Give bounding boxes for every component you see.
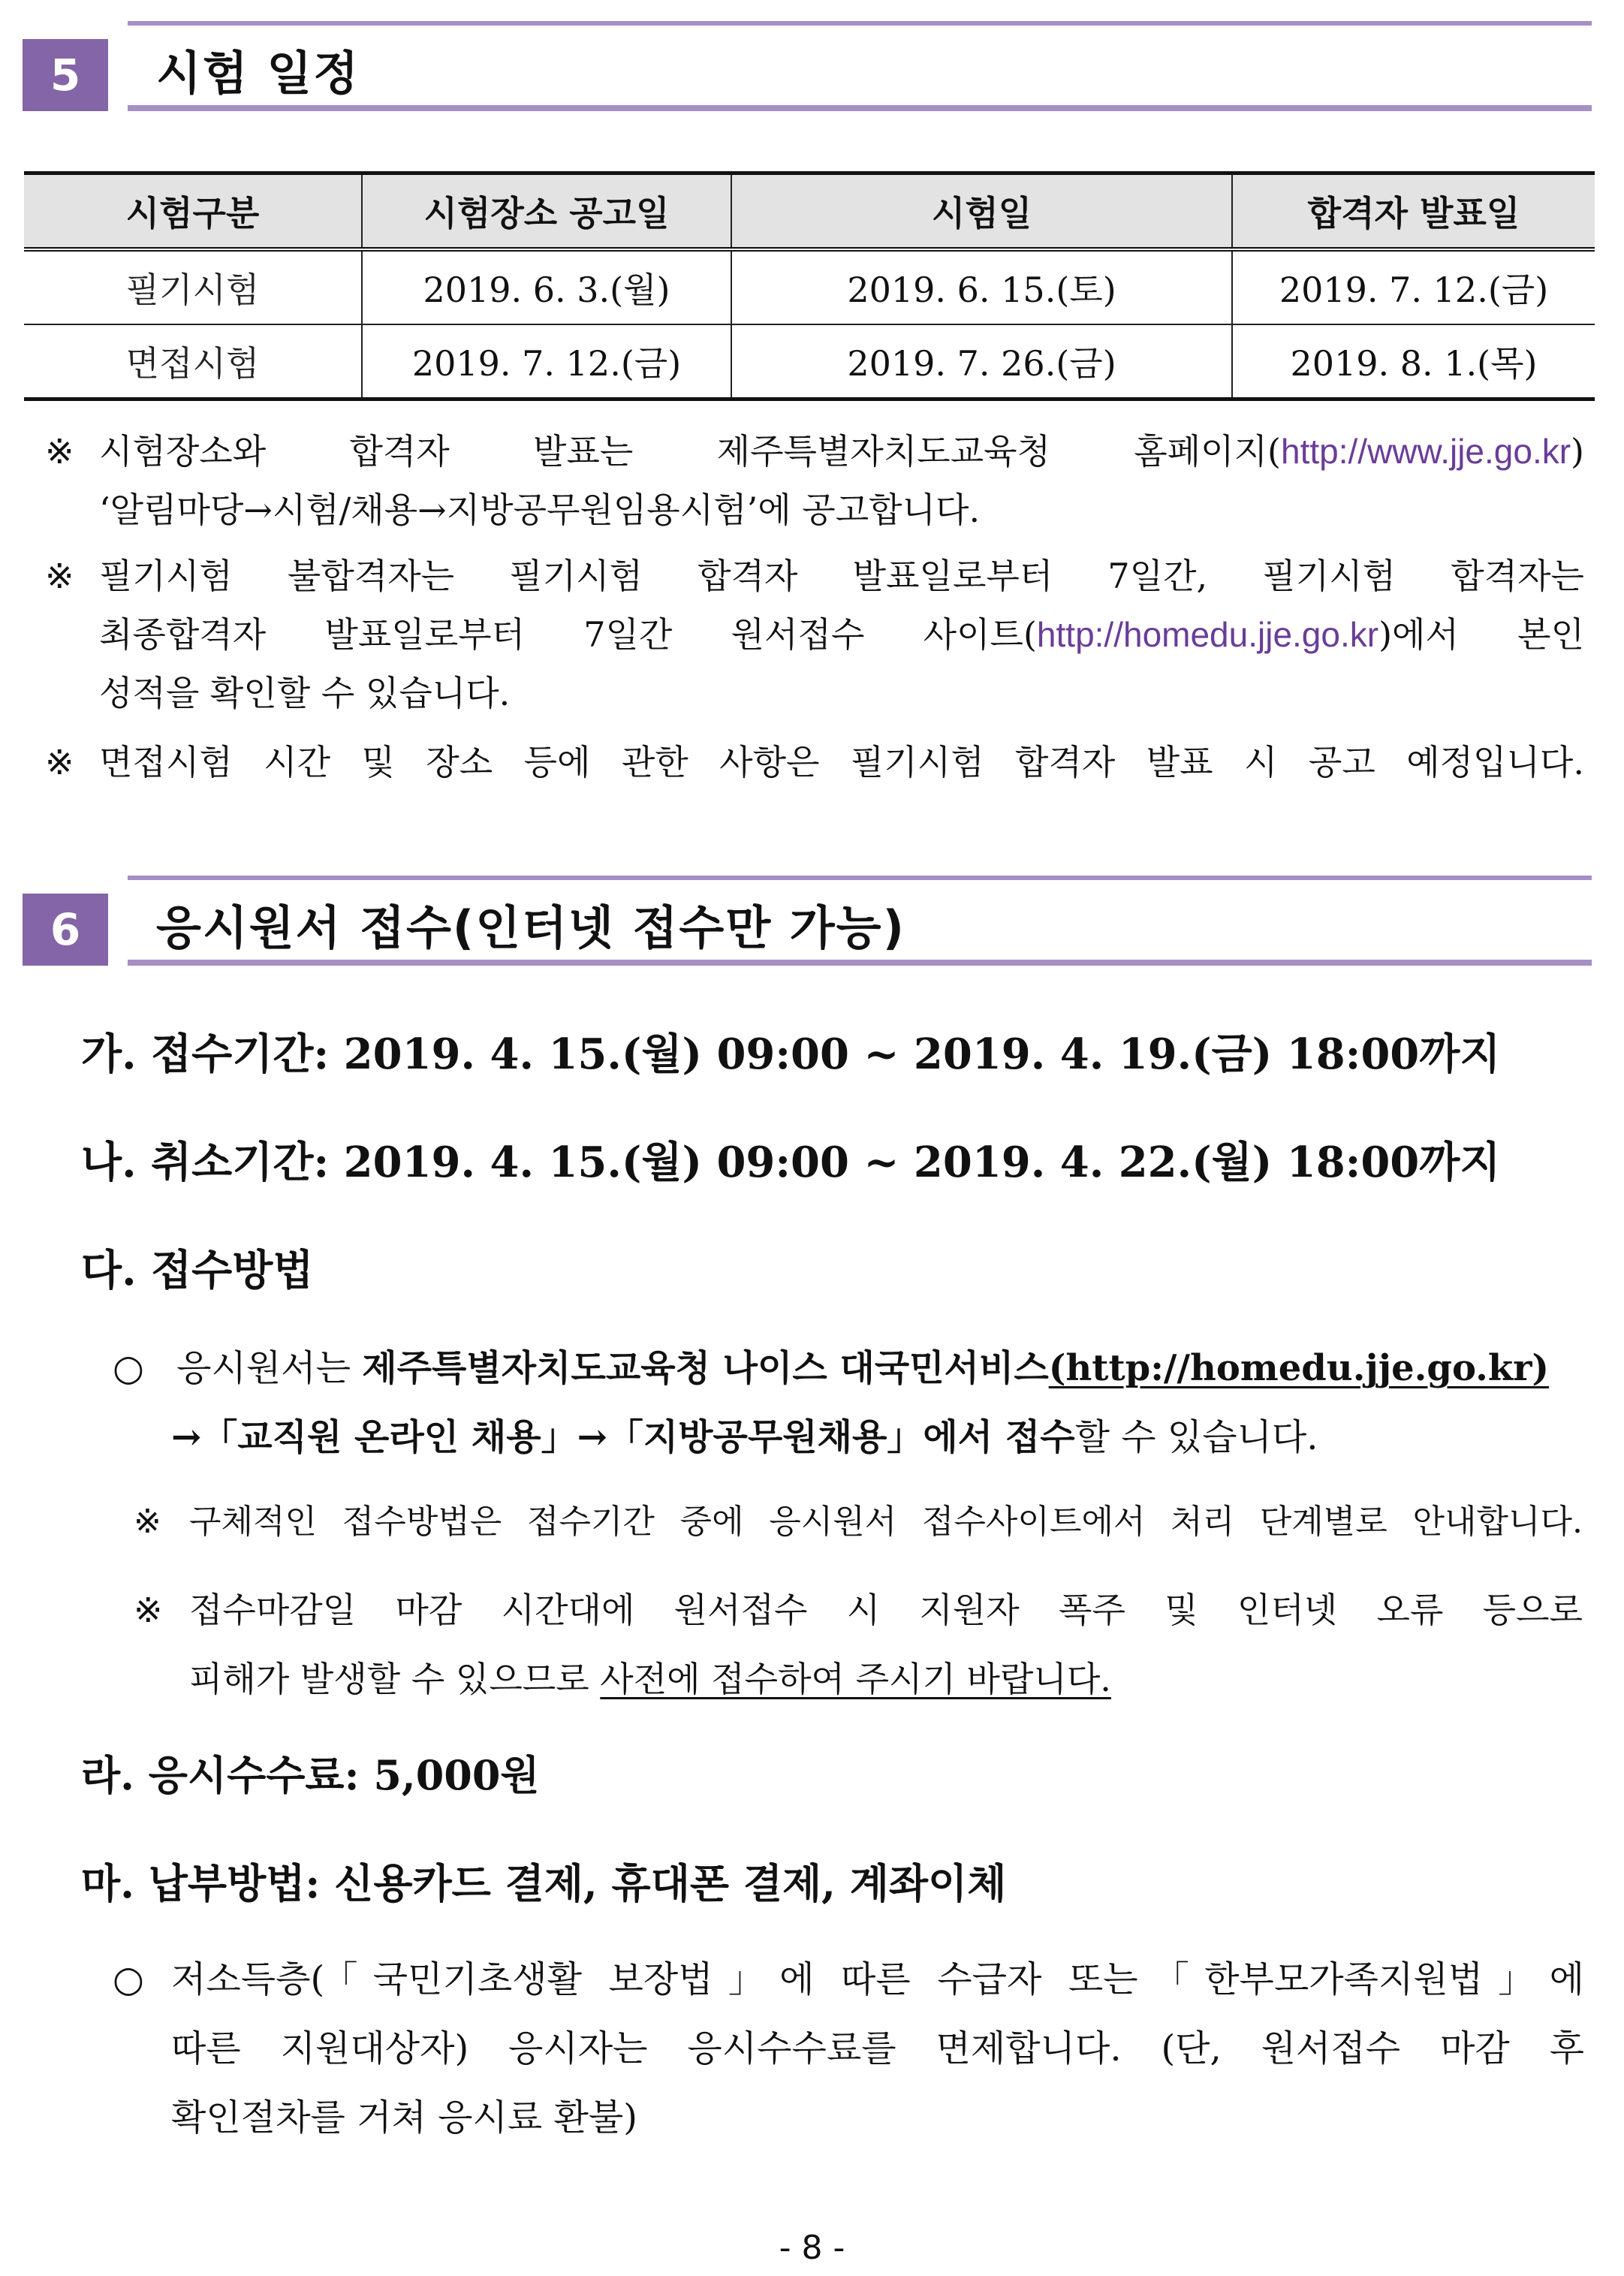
exemption-paragraph: [113, 1945, 1584, 2152]
item-da-method: [81, 1237, 313, 1298]
para-text: 응시원서는: [176, 1347, 363, 1389]
section-6-header: [23, 876, 1592, 966]
para-line: 확인절차를 거쳐 응시료 환불): [171, 2097, 637, 2139]
item-na-cancel-period: [81, 1129, 1500, 1189]
note-line: 필기시험 불합격자는 필기시험 합격자 발표일로부터 7일간, 필기시험 합격자는: [99, 556, 1584, 596]
reference-mark: ※: [45, 556, 74, 596]
note-2: [45, 547, 1584, 722]
note-line: [99, 422, 1584, 481]
table-cell: 2019. 7. 26.(금): [731, 324, 1232, 399]
note-text: 최종합격자 발표일로부터 7일간 원서접수 사이트(: [99, 614, 1037, 655]
para-line: 따른 지원대상자) 응시자는 응시수수료를 면제합니다. (단, 원서접수 마감 후: [171, 2027, 1584, 2070]
note-line: [99, 605, 1584, 664]
column-header: 합격자 발표일: [1232, 173, 1595, 250]
item-ma-payment: [81, 1852, 1006, 1910]
para-text-bold: 제주특별자치도교육청 나이스 대국민서비스: [362, 1347, 1049, 1389]
section-5-header: [23, 21, 1592, 111]
table-header-row: [24, 173, 1595, 250]
note-1: [45, 422, 1584, 539]
para-text: 할 수 있습니다.: [1074, 1416, 1318, 1458]
section-title: 시험 일정: [156, 46, 360, 101]
column-header: 시험장소 공고일: [362, 173, 731, 250]
note-text: 시험장소와 합격자 발표는 제주특별자치도교육청 홈페이지(: [99, 431, 1281, 472]
method-note-1: [134, 1493, 1583, 1551]
note-text: )에서 본인: [1378, 614, 1585, 655]
item-text: 가. 접수기간: 2019. 4. 15.(월) 09:00 ~ 2019. 4. 19.(금) 18:00까지: [81, 1029, 1501, 1079]
method-note-2: [134, 1575, 1583, 1714]
table-cell: 2019. 6. 3.(월): [362, 249, 731, 324]
header-rule-bottom: [128, 960, 1592, 966]
table-cell: 필기시험: [24, 249, 362, 324]
reference-mark: ※: [45, 431, 74, 472]
note-line: ‘알림마당→시험/채용→지방공무원임용시험’에 공고합니다.: [99, 490, 981, 530]
reference-mark: ※: [134, 1590, 163, 1630]
column-header: 시험일: [731, 173, 1232, 250]
method-paragraph: [113, 1334, 1584, 1472]
homepage-link[interactable]: http://www.jje.go.kr: [1281, 432, 1571, 471]
note-line: 구체적인 접수방법은 접수기간 중에 응시원서 접수사이트에서 처리 단계별로 안내합니다.: [189, 1503, 1583, 1541]
header-rule-bottom: [128, 105, 1592, 111]
item-ra-fee: [81, 1744, 540, 1801]
reference-mark: ※: [45, 742, 74, 782]
item-text: 나. 취소기간: 2019. 4. 15.(월) 09:00 ~ 2019. 4. 22.(월) 18:00까지: [81, 1138, 1501, 1187]
header-rule-top: [128, 876, 1592, 880]
nice-service-link[interactable]: (http://homedu.jje.go.kr): [1048, 1347, 1550, 1389]
reference-mark: ※: [134, 1503, 161, 1541]
column-header: 시험구분: [24, 173, 362, 250]
bullet-circle: ○: [113, 1347, 144, 1389]
note-line: [189, 1644, 1583, 1714]
note-text: 피해가 발생할 수 있으므로: [189, 1659, 601, 1699]
note-text: ): [1571, 431, 1584, 472]
item-ga-application-period: [81, 1021, 1500, 1081]
exam-schedule-table: [24, 171, 1595, 401]
item-text: 라. 응시수수료: 5,000원: [81, 1751, 540, 1799]
table-cell: 2019. 7. 12.(금): [1232, 249, 1595, 324]
table-cell: 면접시험: [24, 324, 362, 399]
table-row: [24, 249, 1595, 324]
table-cell: 2019. 7. 12.(금): [362, 324, 731, 399]
para-line: 저소득층(「국민기초생활 보장법」에 따른 수급자 또는「한부모가족지원법」에: [171, 1958, 1584, 2000]
table-cell: 2019. 6. 15.(토): [731, 249, 1232, 324]
section-number: 5: [23, 39, 108, 111]
item-text: 마. 납부방법: 신용카드 결제, 휴대폰 결제, 계좌이체: [81, 1859, 1007, 1907]
bullet-circle: ○: [113, 1958, 144, 2000]
note-line: 접수마감일 마감 시간대에 원서접수 시 지원자 폭주 및 인터넷 오류 등으로: [189, 1590, 1583, 1630]
note-text-underlined: 사전에 접수하여 주시기 바랍니다.: [600, 1659, 1111, 1699]
header-rule-top: [128, 21, 1592, 26]
item-text: 다. 접수방법: [81, 1246, 314, 1295]
section-number: 6: [23, 894, 108, 966]
note-line: 면접시험 시간 및 장소 등에 관한 사항은 필기시험 합격자 발표 시 공고 예정입니다.: [99, 742, 1584, 782]
table-cell: 2019. 8. 1.(목): [1232, 324, 1595, 399]
table-row: [24, 324, 1595, 399]
page-number: - 8 -: [779, 2229, 845, 2267]
para-text-bold: →「교직원 온라인 채용」→「지방공무원채용」에서 접수: [171, 1416, 1075, 1458]
note-3: [45, 733, 1584, 791]
note-line: 성적을 확인할 수 있습니다.: [99, 673, 511, 713]
application-site-link[interactable]: http://homedu.jje.go.kr: [1036, 615, 1379, 654]
section-title: 응시원서 접수(인터넷 접수만 가능): [156, 900, 905, 955]
